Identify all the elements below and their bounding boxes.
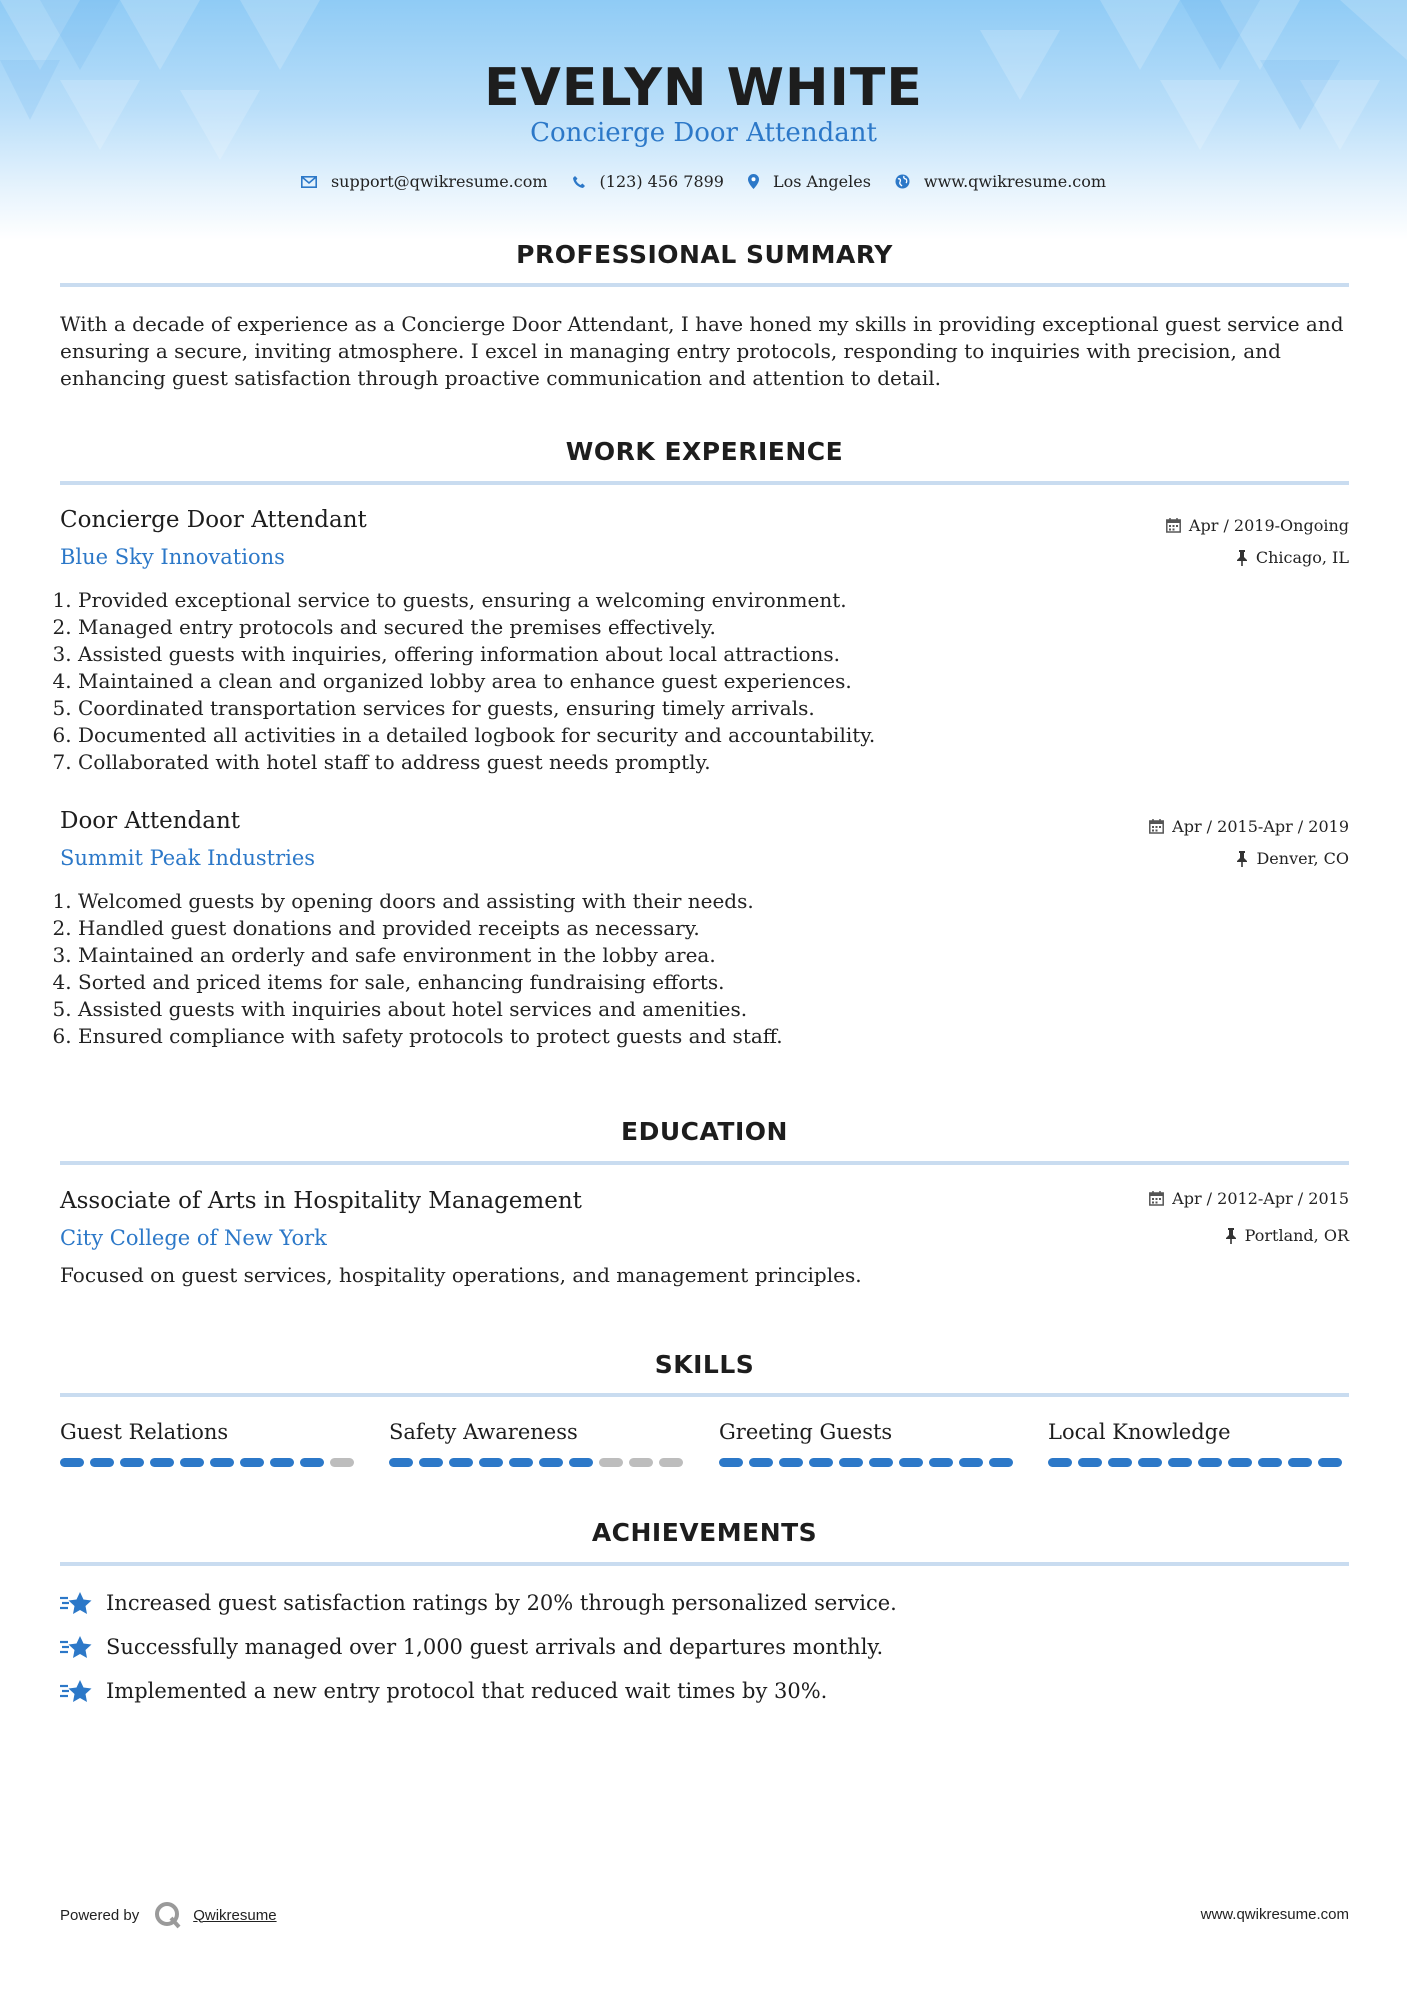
list-item: 5. Assisted guests with inquiries about hotel services and amenities.	[78, 996, 1278, 1023]
calendar-icon	[1166, 518, 1181, 533]
phone-text: (123) 456 7899	[599, 172, 724, 191]
calendar-icon	[1149, 1191, 1164, 1206]
skill-level-segment	[1048, 1458, 1072, 1467]
skill-greeting-guests	[719, 1420, 1019, 1467]
experience-divider	[60, 481, 1349, 485]
footer-powered-by	[60, 1900, 277, 1930]
skill-level-segment	[719, 1458, 743, 1467]
skill-level-segment	[509, 1458, 533, 1467]
location-text: Los Angeles	[772, 172, 871, 191]
job-2-location-text: Denver, CO	[1256, 849, 1349, 868]
education-divider	[60, 1161, 1349, 1165]
education-dates	[1149, 1189, 1349, 1208]
skill-level-segment	[210, 1458, 234, 1467]
list-item: 7. Collaborated with hotel staff to address guest needs promptly.	[78, 749, 1278, 776]
skill-guest-relations	[60, 1420, 360, 1467]
summary-heading: PROFESSIONAL SUMMARY	[516, 240, 893, 269]
skill-level-segment	[1108, 1458, 1132, 1467]
job-2-dates	[1149, 817, 1349, 836]
job-1-bullets	[60, 587, 1278, 776]
list-item: 3. Assisted guests with inquiries, offering information about local attractions.	[78, 641, 1278, 668]
skill-level-segment	[1168, 1458, 1192, 1467]
job-2-bullets	[60, 888, 1278, 1050]
skill-level-segment	[90, 1458, 114, 1467]
education-location-text: Portland, OR	[1244, 1226, 1349, 1245]
education-dates-text: Apr / 2012-Apr / 2015	[1172, 1189, 1349, 1208]
achievement-text: Increased guest satisfaction ratings by 20% through personalized service.	[106, 1591, 897, 1615]
list-item: 2. Handled guest donations and provided receipts as necessary.	[78, 915, 1278, 942]
skill-level-segment	[419, 1458, 443, 1467]
job-1-role: Concierge Door Attendant	[60, 507, 367, 533]
skill-label: Local Knowledge	[1048, 1420, 1231, 1444]
skill-level-bar	[719, 1458, 1019, 1467]
skill-label: Safety Awareness	[389, 1420, 578, 1444]
list-item: 4. Sorted and priced items for sale, enhancing fundraising efforts.	[78, 969, 1278, 996]
pushpin-icon	[1236, 550, 1248, 566]
job-1-location-text: Chicago, IL	[1255, 548, 1349, 567]
job-1-dates	[1166, 516, 1349, 535]
skill-level-segment	[1198, 1458, 1222, 1467]
degree: Associate of Arts in Hospitality Management	[60, 1188, 582, 1214]
footer-website[interactable]: www.qwikresume.com	[1200, 1906, 1349, 1923]
contact-phone[interactable]	[572, 172, 724, 191]
skill-local-knowledge	[1048, 1420, 1348, 1467]
skill-level-segment	[869, 1458, 893, 1467]
education-location	[1225, 1226, 1349, 1245]
powered-by-label: Powered by	[60, 1906, 140, 1924]
skill-level-bar	[1048, 1458, 1348, 1467]
list-item: 1. Provided exceptional service to guests, ensuring a welcoming environment.	[78, 587, 1278, 614]
skill-level-segment	[809, 1458, 833, 1467]
list-item: 4. Maintained a clean and organized lobby area to enhance guest experiences.	[78, 668, 1278, 695]
skill-level-segment	[749, 1458, 773, 1467]
candidate-name: EVELYN WHITE	[484, 58, 923, 118]
skill-level-segment	[1138, 1458, 1162, 1467]
skill-level-segment	[659, 1458, 683, 1467]
skill-safety-awareness	[389, 1420, 689, 1467]
summary-divider	[60, 283, 1349, 287]
skills-divider	[60, 1393, 1349, 1397]
list-item: 3. Maintained an orderly and safe environment in the lobby area.	[78, 942, 1278, 969]
skill-level-segment	[959, 1458, 983, 1467]
skill-level-segment	[449, 1458, 473, 1467]
skill-level-segment	[150, 1458, 174, 1467]
job-2-company: Summit Peak Industries	[60, 846, 316, 870]
achievement-text: Successfully managed over 1,000 guest arrivals and departures monthly.	[106, 1635, 884, 1659]
job-title: Concierge Door Attendant	[530, 118, 877, 148]
skill-level-segment	[1258, 1458, 1282, 1467]
job-1-location	[1236, 548, 1349, 567]
skill-level-segment	[779, 1458, 803, 1467]
job-2-location	[1236, 849, 1349, 868]
skill-label: Guest Relations	[60, 1420, 229, 1444]
skill-level-segment	[270, 1458, 294, 1467]
job-2-role: Door Attendant	[60, 808, 241, 834]
achievement-item	[60, 1678, 827, 1704]
achievement-item	[60, 1590, 897, 1616]
skill-level-segment	[1288, 1458, 1312, 1467]
pushpin-icon	[1225, 1228, 1237, 1244]
envelope-icon	[301, 176, 317, 188]
job-1-company: Blue Sky Innovations	[60, 545, 285, 569]
experience-heading: WORK EXPERIENCE	[565, 437, 844, 466]
skill-level-bar	[60, 1458, 360, 1467]
skill-level-segment	[300, 1458, 324, 1467]
achievement-item	[60, 1634, 883, 1660]
globe-icon	[895, 174, 910, 189]
skill-level-segment	[479, 1458, 503, 1467]
calendar-icon	[1149, 819, 1164, 834]
skill-level-segment	[120, 1458, 144, 1467]
star-icon	[60, 1678, 92, 1704]
skill-level-segment	[389, 1458, 413, 1467]
job-2-dates-text: Apr / 2015-Apr / 2019	[1172, 817, 1349, 836]
school: City College of New York	[60, 1226, 327, 1250]
skill-level-segment	[1078, 1458, 1102, 1467]
contact-bar	[0, 172, 1407, 191]
phone-icon	[572, 175, 586, 189]
skill-level-segment	[60, 1458, 84, 1467]
skill-label: Greeting Guests	[719, 1420, 893, 1444]
skill-level-segment	[839, 1458, 863, 1467]
job-1-dates-text: Apr / 2019-Ongoing	[1188, 516, 1349, 535]
skill-level-segment	[180, 1458, 204, 1467]
list-item: 6. Ensured compliance with safety protocols to protect guests and staff.	[78, 1023, 1278, 1050]
website-text: www.qwikresume.com	[923, 172, 1107, 191]
achievements-heading: ACHIEVEMENTS	[591, 1518, 818, 1547]
map-pin-icon	[748, 174, 759, 189]
skill-level-segment	[989, 1458, 1013, 1467]
skill-level-segment	[539, 1458, 563, 1467]
qwikresume-logo-icon	[153, 1900, 183, 1930]
list-item: 2. Managed entry protocols and secured the premises effectively.	[78, 614, 1278, 641]
skill-level-segment	[569, 1458, 593, 1467]
pushpin-icon	[1236, 851, 1248, 867]
skill-level-segment	[599, 1458, 623, 1467]
skill-level-segment	[1318, 1458, 1342, 1467]
star-icon	[60, 1634, 92, 1660]
contact-email[interactable]	[301, 172, 548, 191]
achievement-text: Implemented a new entry protocol that reduced wait times by 30%.	[106, 1679, 828, 1703]
skill-level-bar	[389, 1458, 689, 1467]
email-text: support@qwikresume.com	[330, 172, 548, 191]
skill-level-segment	[240, 1458, 264, 1467]
skill-level-segment	[629, 1458, 653, 1467]
skill-level-segment	[1228, 1458, 1252, 1467]
contact-website[interactable]	[895, 172, 1106, 191]
summary-text: With a decade of experience as a Concierge Door Attendant, I have honed my skills in providing exceptional guest service and ensuring a secure, inviting atmosphere. I excel in managing entry protocols, responding to inquiries with precision, and enhancing guest satisfaction through proactive communication and attention to detail.	[60, 312, 1344, 390]
list-item: 6. Documented all activities in a detailed logbook for security and accountability.	[78, 722, 1278, 749]
skill-level-segment	[899, 1458, 923, 1467]
star-icon	[60, 1590, 92, 1616]
skills-heading: SKILLS	[654, 1350, 755, 1379]
list-item: 5. Coordinated transportation services for guests, ensuring timely arrivals.	[78, 695, 1278, 722]
list-item: 1. Welcomed guests by opening doors and assisting with their needs.	[78, 888, 1278, 915]
education-heading: EDUCATION	[621, 1117, 788, 1146]
contact-location	[748, 172, 871, 191]
qwikresume-link[interactable]: Qwikresume	[193, 1906, 277, 1924]
education-description: Focused on guest services, hospitality operations, and management principles.	[60, 1263, 862, 1287]
skill-level-segment	[929, 1458, 953, 1467]
achievements-divider	[60, 1562, 1349, 1566]
skill-level-segment	[330, 1458, 354, 1467]
